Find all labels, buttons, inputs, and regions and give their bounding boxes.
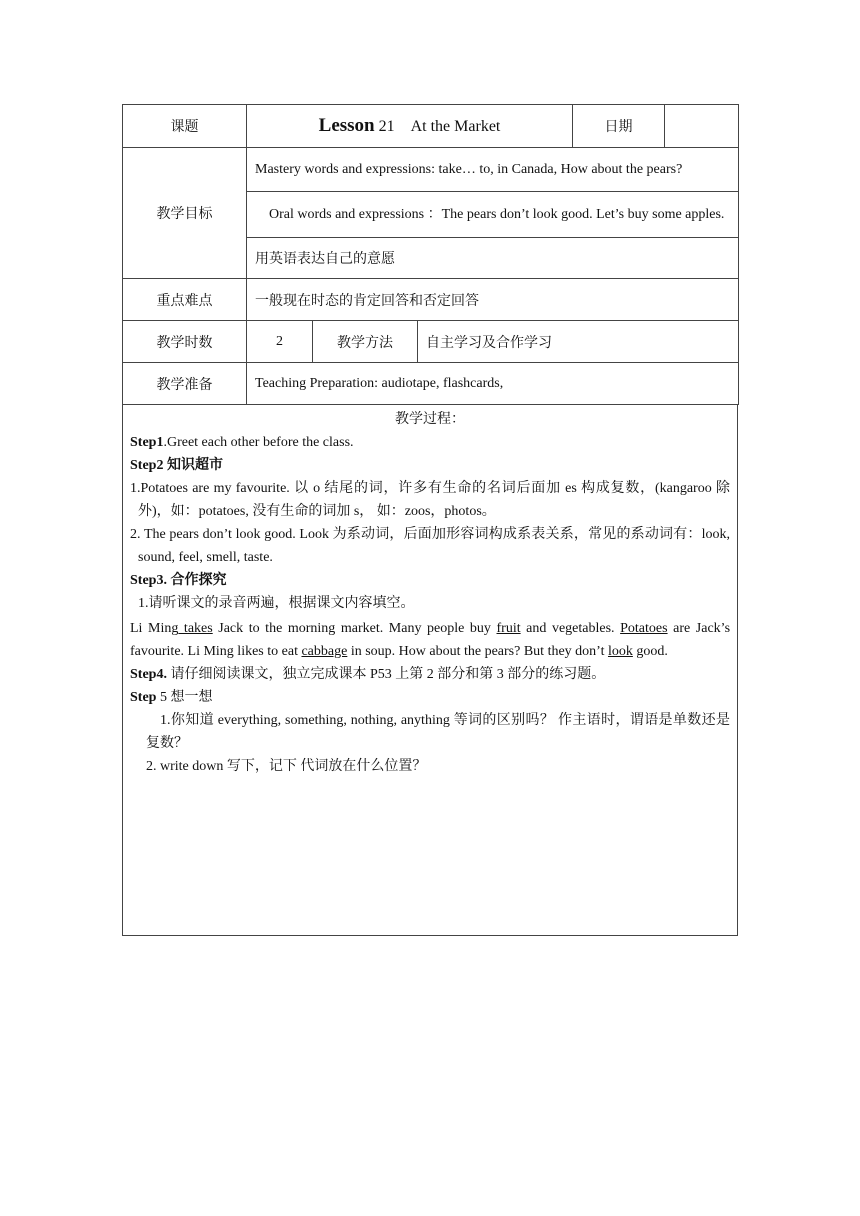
preparation-value: Teaching Preparation: audiotape, flashcards, [247, 363, 739, 405]
lesson-plan-table [122, 104, 739, 405]
cloze-text-3: and vegetables. [520, 621, 621, 636]
step4-label: Step4. [130, 667, 167, 682]
step3-heading: Step3. 合作探究 [130, 573, 227, 588]
process-heading: 教学过程： [395, 412, 465, 427]
cloze-blank-1: takes [178, 621, 213, 636]
subject-label: 课题 [123, 105, 247, 148]
cloze-text-4: are Jack’s favourite. Li Ming likes to eat [130, 621, 731, 659]
objective-2: Oral words and expressions ：The pears don’t look good. Let’s buy some apples. [247, 192, 739, 238]
preparation-label: 教学准备 [123, 363, 247, 405]
cloze-blank-4: cabbage [301, 644, 348, 659]
cloze-text-5: in soup. How about the pears? But they don’t [347, 644, 608, 659]
step5-text: 5 想一想 [156, 690, 213, 705]
key-points-label: 重点难点 [123, 279, 247, 321]
date-value [665, 105, 739, 148]
cloze-passage [130, 617, 730, 663]
step5-item-1: 1.你知道 everything, something, nothing, anything 等词的区别吗？ 作主语时，谓语是单数还是复数？ [146, 713, 730, 751]
objective-1: Mastery words and expressions: take… to, in Canada, How about the pears? [247, 148, 739, 192]
step4-text: 请仔细阅读课文，独立完成课本 P53 上第 2 部分和第 3 部分的练习题。 [166, 667, 606, 682]
cloze-blank-5: look [607, 644, 633, 659]
step2-heading: Step2 知识超市 [130, 458, 223, 473]
step4 [130, 663, 730, 686]
step5-label: Step [130, 690, 157, 705]
step1 [130, 431, 730, 454]
title-row [123, 105, 739, 148]
step2-item-2: 2. The pears don’t look good. Look 为系动词，后面加形容词构成系表关系，常见的系动词有：look, sound, feel, smell, taste. [130, 527, 730, 565]
objectives-row-1 [123, 148, 739, 192]
lesson-title-cell [247, 105, 573, 148]
key-points-value: 一般现在时态的肯定回答和否定回答 [247, 279, 739, 321]
step1-text: .Greet each other before the class. [163, 435, 354, 450]
cloze-blank-3: Potatoes [620, 621, 668, 636]
objectives-label: 教学目标 [123, 148, 247, 279]
hours-value: 2 [247, 321, 313, 363]
preparation-row [123, 363, 739, 405]
lesson-title: At the Market [410, 118, 501, 135]
lesson-number: 21 [378, 118, 395, 135]
step2-item-1: 1.Potatoes are my favourite. 以 o 结尾的词，许多有生命的名词后面加 es 构成复数，(kangaroo 除外)，如：potatoes, 没有生命的词加 s， 如：zoos，photos。 [130, 481, 730, 519]
cloze-text-6: good. [632, 644, 668, 659]
cloze-text-1: Li Ming [130, 621, 179, 636]
date-label: 日期 [573, 105, 665, 148]
key-points-row [123, 279, 739, 321]
objective-3: 用英语表达自己的意愿 [247, 238, 739, 279]
step1-label: Step1 [130, 435, 164, 450]
step5-item-2: 2. write down 写下，记下 代词放在什么位置？ [146, 759, 427, 774]
step5-heading [130, 686, 730, 709]
hours-row [123, 321, 739, 363]
hours-label: 教学时数 [123, 321, 247, 363]
cloze-text-2: Jack to the morning market. Many people buy [212, 621, 497, 636]
teaching-process-section [122, 404, 738, 936]
step3-item-1: 1.请听课文的录音两遍，根据课文内容填空。 [138, 596, 415, 611]
lesson-word: Lesson [318, 115, 375, 136]
method-label: 教学方法 [313, 321, 418, 363]
method-value: 自主学习及合作学习 [418, 321, 739, 363]
cloze-blank-2: fruit [496, 621, 521, 636]
